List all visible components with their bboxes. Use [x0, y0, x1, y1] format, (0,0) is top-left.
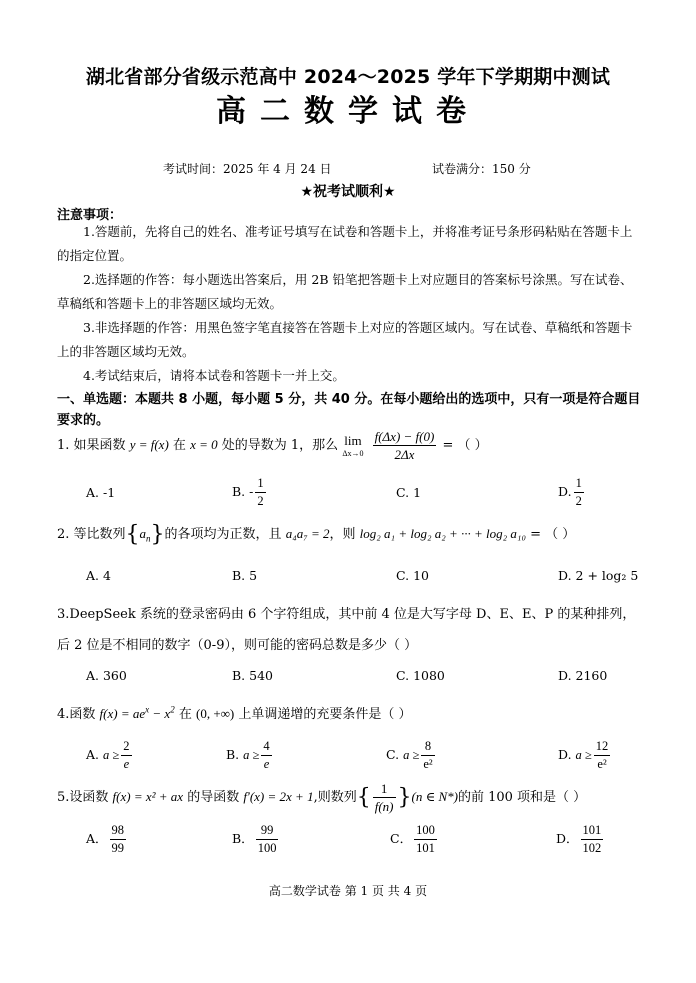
q1-option-d-label: D.	[558, 484, 572, 499]
q3-option-a: A. 360	[86, 668, 127, 683]
q1-option-d-num: 1	[574, 475, 584, 493]
notes-heading: 注意事项：	[57, 208, 123, 223]
q1-cond: x = 0	[190, 437, 218, 452]
q4-mid: 在	[178, 707, 192, 722]
q5-deriv: f′(x) = 2x + 1	[243, 789, 314, 804]
q1-option-b	[232, 475, 268, 510]
q1-lim-word: lim	[344, 433, 362, 448]
q5-cond: (n ∈ N*)	[411, 789, 458, 804]
q5-option-b: B． $\frac{99}{100}$	[232, 823, 277, 855]
q5-func: f(x) = x² + ax	[112, 789, 184, 804]
q2-option-d: D. 2 + log₂ 5	[558, 568, 639, 583]
q4-option-d: D. a ≥ $\frac{12}{\text{e²}}$	[558, 739, 609, 771]
q1-option-d	[558, 475, 586, 510]
section-1-heading: 一、单选题：本题共 8 小题，每小题 5 分，共 40 分。在每小题给出的选项中，只有一项是符合题目要求的。	[57, 392, 641, 428]
q1-numerator: f(Δx) − f(0)	[374, 429, 435, 444]
q2-option-c: C. 10	[396, 568, 429, 583]
q1-lim-sub: Δx→0	[342, 449, 364, 458]
question-1	[57, 428, 488, 463]
q4-option-a: A. a ≥ $\frac{2}{e}$	[86, 739, 130, 771]
q1-option-b-label: B. -	[232, 484, 254, 499]
exam-time: 考试时间：2025 年 4 月 24 日	[163, 162, 332, 176]
note-item-2: 2.选择题的作答：每小题选出答案后，用 2B 铅笔把答题卡上对应题目的答案标号涂黑。写在试卷、草稿纸和答题卡上的非答题区域均无效。	[57, 272, 633, 311]
exam-subtitle: 高二数学试卷	[216, 94, 480, 129]
q1-option-b-den: 2	[257, 494, 264, 508]
note-item-1: 1.答题前，先将自己的姓名、准考证号填写在试卷和答题卡上，并将准考证号条形码粘贴在答题卡上的指定位置。	[57, 224, 633, 263]
q2-option-a: A. 4	[86, 568, 111, 583]
q1-fraction	[373, 428, 437, 463]
question-2: 2. 等比数列$\{a_n\}$的各项均为正数，且 a₄a₇ = 2，则 log₂ a₁ + log₂ a₂ + ··· + log₂ a₁₀ = （ ）	[57, 522, 576, 547]
question-5: 5.设函数 f(x) = x² + ax 的导函数 f′(x) = 2x + 1,则数列{ $\frac{1}{f(n)}$ }(n ∈ N*)的前 100 项和是（ ）	[57, 781, 587, 814]
note-item-4: 4.考试结束后，请将本试卷和答题卡一并上交。	[83, 368, 345, 383]
q1-prefix: 1. 如果函数	[57, 438, 126, 453]
q3-option-b: B. 540	[232, 668, 273, 683]
q3-option-c: C. 1080	[396, 668, 445, 683]
q2-option-b: B. 5	[232, 568, 258, 583]
q5-mid1: 的导函数	[187, 790, 240, 805]
q2-expr: log₂ a₁ + log₂ a₂ + ··· + log₂ a₁₀	[359, 526, 526, 541]
q1-tail: = （ ）	[442, 438, 488, 453]
q2-tail: = （ ）	[530, 527, 576, 542]
q2-mid2: ，则	[329, 527, 356, 542]
q1-mid1: 在	[172, 438, 186, 453]
q1-mid2: 处的导数为 1，那么	[221, 438, 339, 453]
question-3-line-2: 后 2 位是不相同的数字（0-9），则可能的密码总数是多少（ ）	[57, 638, 418, 653]
q1-limit	[342, 433, 363, 458]
q1-func: y = f(x)	[129, 437, 169, 452]
q4-func: $f(x) = ae^x - x^2$	[99, 704, 175, 721]
blessing: ★祝考试顺利★	[300, 184, 396, 200]
q2-prefix: 2. 等比数列	[57, 527, 126, 542]
q4-option-b: B. a ≥ $\frac{4}{e}$	[226, 739, 270, 771]
q5-tail: 的前 100 项和是（ ）	[457, 790, 587, 805]
question-4	[57, 703, 412, 722]
q4-tail: 上单调递增的充要条件是（ ）	[238, 707, 412, 722]
q5-option-a: A． $\frac{98}{99}$	[86, 823, 125, 855]
q2-cond: a₄a₇ = 2	[285, 526, 330, 541]
q5-prefix: 5.设函数	[57, 790, 109, 805]
q3-option-d: D. 2160	[558, 668, 608, 683]
q1-option-c: C. 1	[396, 485, 422, 500]
q5-option-d: D． $\frac{101}{102}$	[556, 823, 602, 855]
q4-option-c: C. a ≥ $\frac{8}{\text{e²}}$	[386, 739, 433, 771]
page-footer: 高二数学试卷 第 1 页 共 4 页	[268, 884, 428, 898]
q1-option-a: A. -1	[86, 485, 116, 500]
q5-mid2: ,则数列	[313, 790, 357, 805]
full-score: 试卷满分：150 分	[432, 162, 531, 176]
q1-option-b-num: 1	[255, 475, 265, 493]
exam-title: 湖北省部分省级示范高中 2024～2025 学年下学期期中测试	[85, 66, 611, 88]
q4-interval: (0, +∞)	[195, 706, 235, 721]
q5-option-c: C． $\frac{100}{101}$	[390, 823, 435, 855]
q2-seq-sub: n	[146, 533, 151, 544]
note-item-3: 3.非选择题的作答：用黑色签字笔直接答在答题卡上对应的答题区域内。写在试卷、草稿纸和答题卡上的非答题区域均无效。	[57, 320, 633, 359]
q1-denominator: 2Δx	[394, 447, 415, 462]
q2-seq: a	[139, 526, 147, 541]
q1-option-d-den: 2	[575, 494, 582, 508]
q5-seq-frac: $\frac{1}{f(n)}$	[374, 781, 394, 814]
question-3-line-1: 3.DeepSeek 系统的登录密码由 6 个字符组成，其中前 4 位是大写字母 D、E、E、P 的某种排列，	[57, 607, 636, 622]
q4-prefix: 4.函数	[57, 707, 96, 722]
q2-mid1: 的各项均为正数，且	[164, 527, 282, 542]
